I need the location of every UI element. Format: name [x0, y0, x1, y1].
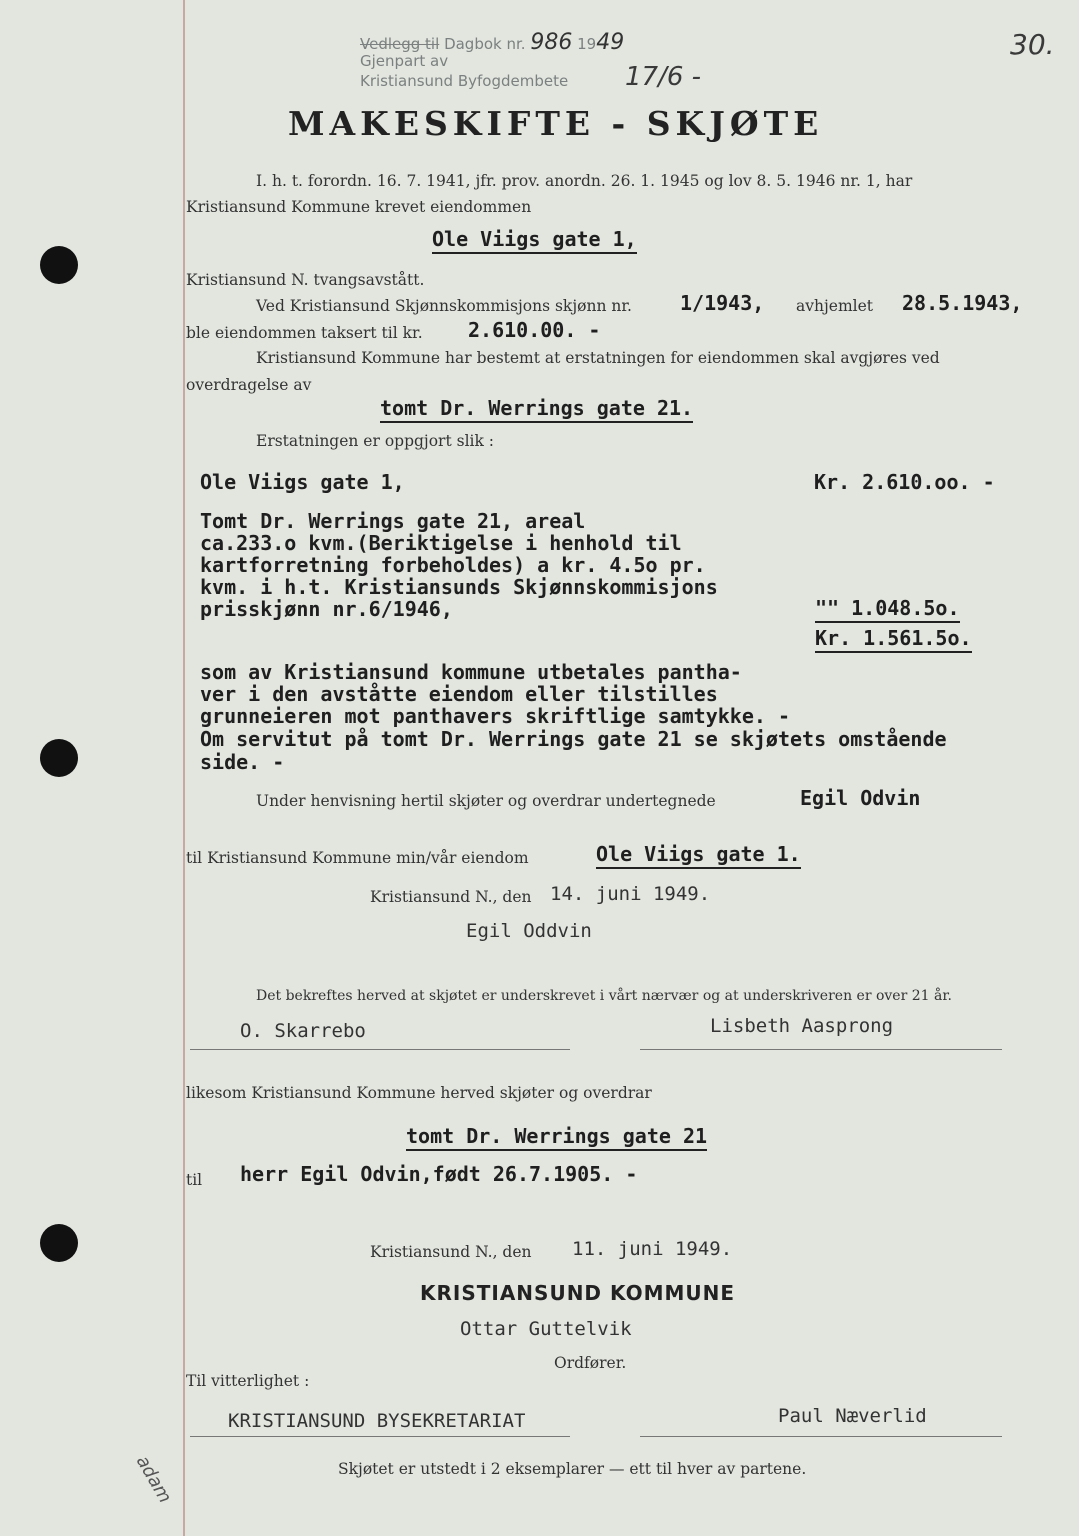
witness-2-line [640, 1049, 1002, 1050]
skjonn-number: 1/1943, [680, 291, 765, 315]
signatory-role: Ordfører. [554, 1354, 627, 1372]
municipality-date: 11. juni 1949. [572, 1238, 733, 1260]
municipality-signatory: Ottar Guttelvik [460, 1318, 632, 1340]
skjonn-prefix: Ved Kristiansund Skjønnskommisjons skjønn nr. [256, 297, 632, 315]
avhjemlet-date: 28.5.1943, [902, 291, 1023, 315]
witness-1-line [190, 1049, 570, 1050]
stamp-year-printed: 19 [577, 35, 597, 53]
page-number: 30. [1010, 28, 1055, 61]
municipality-witness-2-line [640, 1436, 1002, 1437]
punch-hole-bottom [40, 1224, 78, 1262]
municipality-org: KRISTIANSUND KOMMUNE [420, 1281, 736, 1305]
settlement-item-2-amount: "" 1.048.5o. [815, 596, 960, 623]
settlement-item-2-line: Tomt Dr. Werrings gate 21, areal [200, 509, 586, 533]
municipality-property: tomt Dr. Werrings gate 21 [406, 1124, 707, 1151]
margin-note: adam [131, 1452, 176, 1507]
transfer-place-label: Kristiansund N., den [370, 888, 532, 906]
witness-1: O. Skarrebo [240, 1020, 366, 1042]
witness-statement: Det bekreftes herved at skjøtet er underskrevet i vårt nærvær og at underskriveren er over 21 år. [256, 988, 952, 1004]
taksert-prefix: ble eiendommen taksert til kr. [186, 324, 423, 342]
settlement-item-2-line: kvm. i h.t. Kristiansunds Skjønnskommisjons [200, 575, 718, 599]
transfer-til-line: til Kristiansund Kommune min/vår eiendom [186, 849, 529, 867]
settlement-heading: Erstatningen er oppgjort slik : [256, 432, 495, 450]
stamp-year-hand: 49 [596, 30, 625, 55]
settlement-item-2-line: kartforretning forbeholdes) a kr. 4.5o pr. [200, 553, 706, 577]
margin-rule [183, 0, 185, 1536]
stamp-struck-text: Vedlegg til [360, 35, 440, 53]
settlement-item-2-line: prisskjønn nr.6/1946, [200, 597, 453, 621]
intro-line-3: Kristiansund N. tvangsavstått. [186, 271, 425, 289]
stamp-line-3: Kristiansund Byfogdembete [360, 72, 569, 90]
recipient: herr Egil Odvin,født 26.7.1905. - [240, 1162, 638, 1186]
claimed-property: Ole Viigs gate 1, [432, 227, 637, 254]
punch-hole-top [40, 246, 78, 284]
payment-line: grunneieren mot panthavers skriftlige samtykke. - [200, 704, 791, 728]
transfer-line: Under henvisning hertil skjøter og overdrar undertegnede [256, 792, 716, 810]
municipality-til-label: til [186, 1171, 203, 1189]
stamp-line-2: Gjenpart av [360, 52, 449, 70]
payment-line: ver i den avståtte eiendom eller tilstilles [200, 682, 718, 706]
settlement-item-1-amount: Kr. 2.610.oo. - [814, 470, 995, 494]
transfer-date: 14. juni 1949. [550, 883, 711, 905]
transferor-signature: Egil Oddvin [466, 920, 592, 942]
transferred-property: Ole Viigs gate 1. [596, 842, 801, 869]
settlement-total: Kr. 1.561.5o. [815, 626, 972, 653]
municipality-line: likesom Kristiansund Kommune herved skjøter og overdrar [186, 1084, 652, 1102]
intro-line-2: Kristiansund Kommune krevet eiendommen [186, 198, 532, 216]
payment-line: som av Kristiansund kommune utbetales pantha- [200, 660, 742, 684]
taksert-value: 2.610.00. - [468, 318, 601, 342]
overdragelse-property: tomt Dr. Werrings gate 21. [380, 396, 693, 423]
settlement-item-2-line: ca.233.o kvm.(Beriktigelse i henhold til [200, 531, 682, 555]
payment-line: side. - [200, 750, 285, 774]
document-title: MAKESKIFTE - SKJØTE [288, 104, 824, 143]
municipality-witness-1-line [190, 1436, 570, 1437]
stamp-dagbok-label: Dagbok nr. [444, 35, 526, 53]
transferor-name: Egil Odvin [800, 786, 921, 810]
dagbok-number: 986 [530, 30, 573, 55]
municipality-place-label: Kristiansund N., den [370, 1243, 532, 1261]
footer-note: Skjøtet er utstedt i 2 eksemplarer — ett til hver av partene. [338, 1460, 807, 1478]
vitterlighet-label: Til vitterlighet : [186, 1372, 310, 1390]
payment-line: Om servitut på tomt Dr. Werrings gate 21 se skjøtets omstående [200, 727, 947, 751]
municipality-witness-2: Paul Næverlid [778, 1405, 927, 1427]
settlement-item-1-label: Ole Viigs gate 1, [200, 470, 405, 494]
bestemt-line-2: overdragelse av [186, 376, 312, 394]
stamp-date-hand: 17/6 - [625, 62, 702, 92]
municipality-witness-1: KRISTIANSUND BYSEKRETARIAT [228, 1410, 526, 1432]
intro-line-1: I. h. t. forordn. 16. 7. 1941, jfr. prov. anordn. 26. 1. 1945 og lov 8. 5. 1946 nr. 1, har [256, 172, 913, 190]
bestemt-line-1: Kristiansund Kommune har bestemt at erstatningen for eiendommen skal avgjøres ved [256, 349, 940, 367]
avhjemlet-label: avhjemlet [796, 297, 874, 315]
punch-hole-middle [40, 739, 78, 777]
witness-2: Lisbeth Aasprong [710, 1015, 894, 1037]
